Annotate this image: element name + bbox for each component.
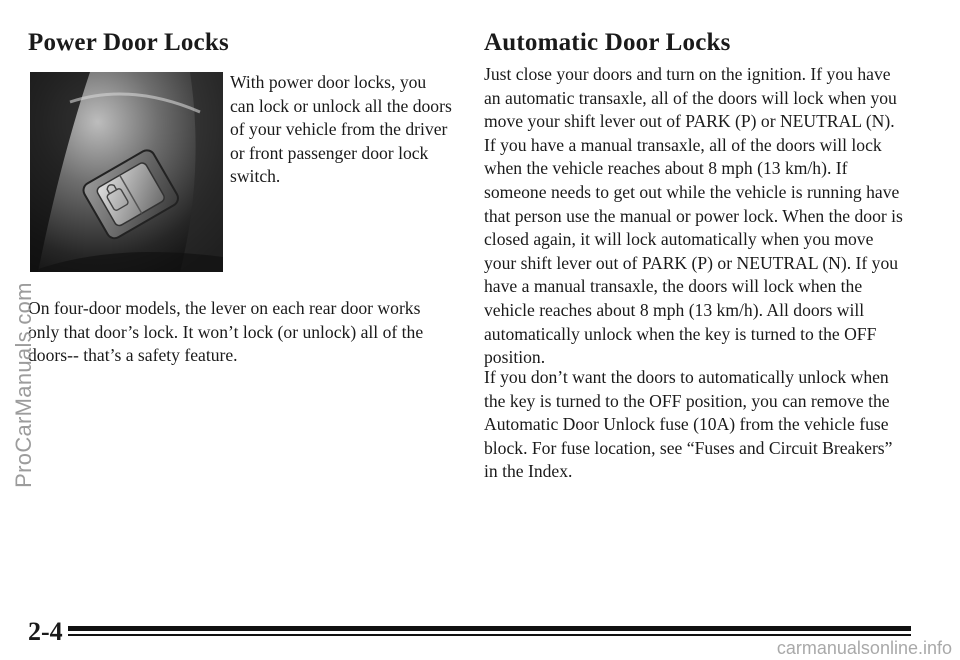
automatic-locks-paragraph: Just close your doors and turn on the ignition. If you have an automatic transaxle, all of the doors will lock when you move your shift lever out of PARK (P) or NEUTRAL (N). If you have a manual transaxle, all of the doors will lock when the vehicle reaches about 8 mph (13 km/h). If someone needs to get out while the vehicle is running have that person use the manual or power lock. When the door is closed again, it will lock automatically when you move your shift lever out of PARK (P) or NEUTRAL (N). If you have a manual transaxle, the doors will lock when the vehicle reaches about 8 mph (13 km/h). All doors will automatically unlock when the key is turned to the OFF position. — [484, 64, 903, 368]
section-heading-power-door-locks: Power Door Locks — [28, 29, 229, 56]
section-heading-automatic-door-locks: Automatic Door Locks — [484, 29, 731, 56]
automatic-unlock-fuse-paragraph: If you don’t want the doors to automatically unlock when the key is turned to the OFF position, you can remove the Automatic Door Unlock fuse (10A) from the vehicle fuse block. For fuse location, see “Fuses and Circuit Breakers” in the Index. — [484, 367, 893, 482]
footer-rule-thick — [68, 626, 911, 631]
power-locks-intro-paragraph: With power door locks, you can lock or unlock all the doors of your vehicle from the driver or front passenger door lock switch. — [230, 72, 452, 187]
page-number: 2-4 — [28, 617, 63, 646]
door-lock-switch-photo — [30, 72, 223, 272]
rear-door-lever-paragraph: On four-door models, the lever on each rear door works only that door’s lock. It won’t lock (or unlock) all of the doors-- that’s a safety feature. — [28, 298, 424, 366]
side-watermark: ProCarManuals.com — [11, 282, 36, 488]
footer-rule-thin — [68, 634, 911, 636]
bottom-watermark: carmanualsonline.info — [776, 638, 952, 658]
